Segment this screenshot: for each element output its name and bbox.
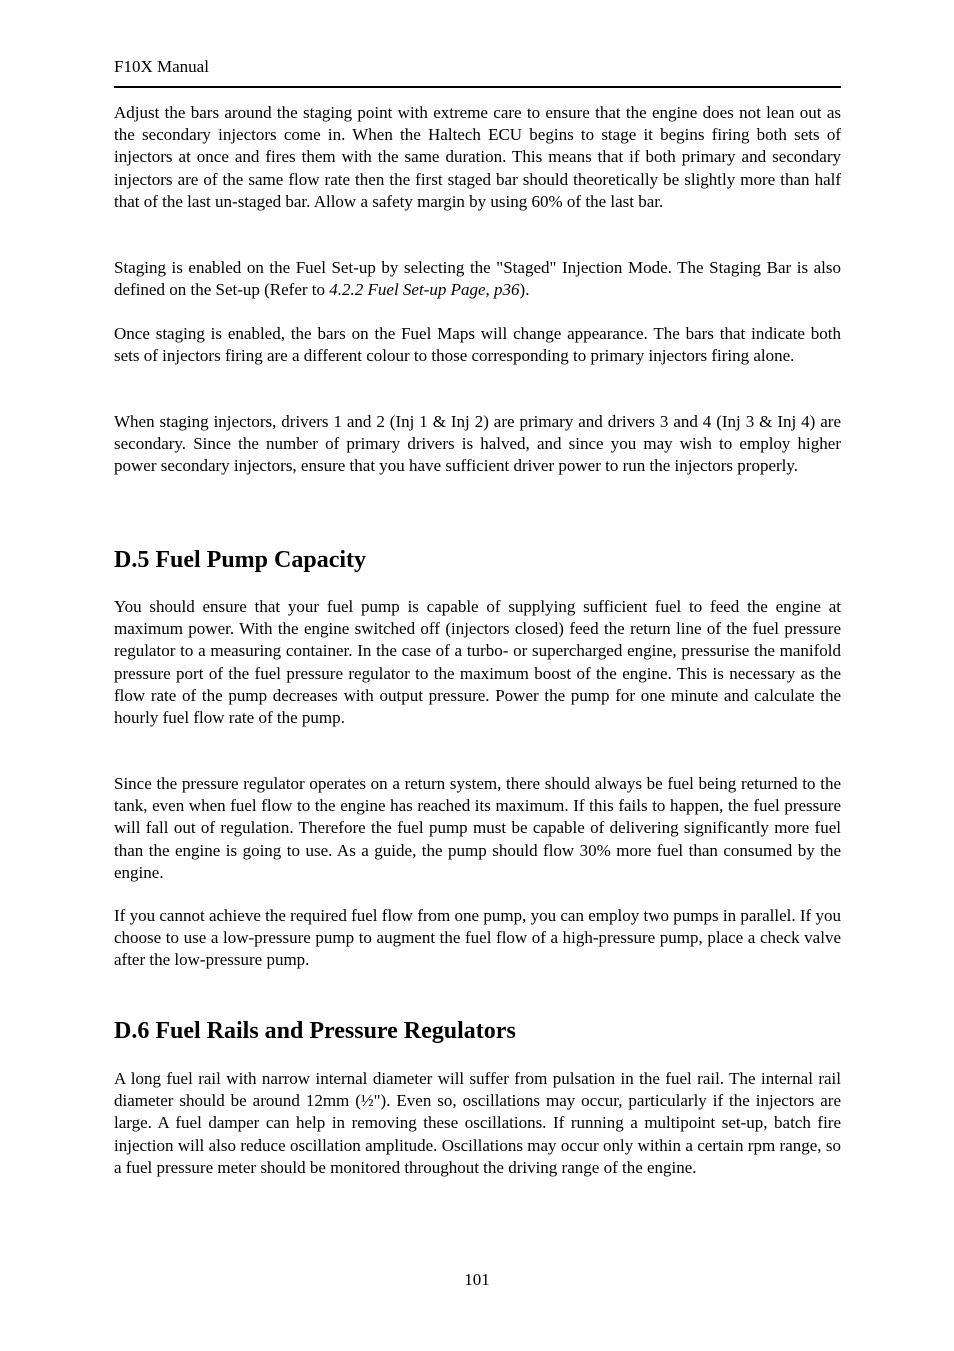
- paragraph-staging-enabled: [114, 257, 841, 301]
- paragraph-staging-enabled-end: ).: [519, 280, 530, 300]
- paragraph-two-pumps: If you cannot achieve the required fuel flow from one pump, you can employ two pumps in parallel. If you choose to use a low-pressure pump to augment the fuel flow of a high-pressure pump, place a check valve after the low-pressure pump.: [114, 906, 841, 970]
- header-rule: [114, 86, 841, 88]
- paragraph-staging-enabled-text: Staging is enabled on the Fuel Set-up by selecting the "Staged" Injection Mode. The Staging Bar is also defined on the Set-up (Refer to: [114, 258, 841, 300]
- cross-reference-link: 4.2.2 Fuel Set-up Page, p36: [329, 280, 520, 300]
- paragraph-pump-capacity: You should ensure that your fuel pump is capable of supplying sufficient fuel to feed the engine at maximum power. With the engine switched off (injectors closed) feed the return line of the fuel pressure regulator to a measuring container. In the case of a turbo- or supercharged engine, pressurise the manifold pressure port of the fuel pressure regulator to the maximum boost of the engine. This is necessary as the flow rate of the pump decreases with output pressure. Power the pump for one minute and calculate the hourly fuel flow rate of the pump.: [114, 597, 841, 728]
- paragraph-return-system: Since the pressure regulator operates on a return system, there should always be fuel being returned to the tank, even when fuel flow to the engine has reached its maximum. If this fails to happen, the fuel pressure will fall out of regulation. Therefore the fuel pump must be capable of delivering significantly more fuel than the engine is going to use. As a guide, the pump should flow 30% more fuel than consumed by the engine.: [114, 774, 841, 882]
- paragraph-bars-appearance: Once staging is enabled, the bars on the Fuel Maps will change appearance. The bars that indicate both sets of injectors firing are a different colour to those corresponding to primary injectors firing alone.: [114, 324, 841, 366]
- paragraph-staging-bars: Adjust the bars around the staging point with extreme care to ensure that the engine does not lean out as the secondary injectors come in. When the Haltech ECU begins to stage it begins firing both sets of injectors at once and fires them with the same duration. This means that if both primary and secondary injectors are of the same flow rate then the first staged bar should theoretically be slightly more than half that of the last un-staged bar. Allow a safety margin by using 60% of the last bar.: [114, 103, 841, 211]
- page-number: 101: [464, 1270, 490, 1289]
- page-header-title: F10X Manual: [114, 57, 209, 76]
- paragraph-fuel-rail: A long fuel rail with narrow internal diameter will suffer from pulsation in the fuel rail. The internal rail diameter should be around 12mm (½"). Even so, oscillations may occur, particularly if the injectors are large. A fuel damper can help in removing these oscillations. If running a multipoint set-up, batch fire injection will also reduce oscillation amplitude. Oscillations may occur only within a certain rpm range, so a fuel pressure meter should be monitored throughout the driving range of the engine.: [114, 1069, 841, 1177]
- paragraph-staging-drivers: When staging injectors, drivers 1 and 2 (Inj 1 & Inj 2) are primary and drivers 3 and 4 (Inj 3 & Inj 4) are secondary. Since the number of primary drivers is halved, and since you may wish to employ higher power secondary injectors, ensure that you have sufficient driver power to run the injectors properly.: [114, 412, 841, 476]
- section-heading-fuel-pump-capacity: D.5 Fuel Pump Capacity: [114, 547, 366, 573]
- section-heading-fuel-rails: D.6 Fuel Rails and Pressure Regulators: [114, 1018, 516, 1044]
